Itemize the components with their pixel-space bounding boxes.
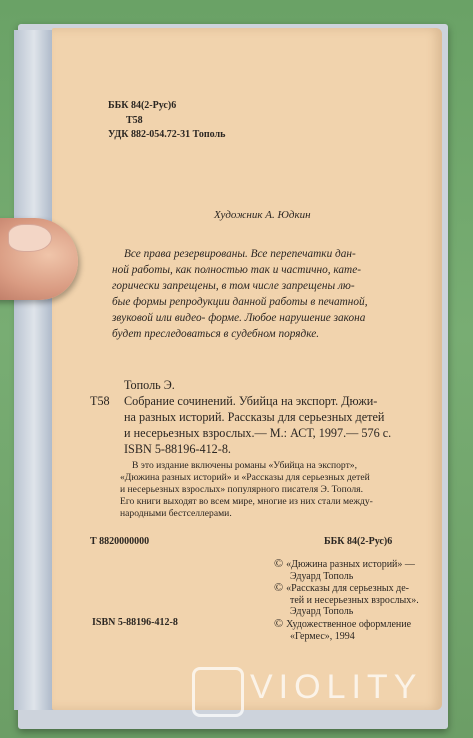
watermark-text: VIOLITY (250, 668, 423, 706)
t-code: Т 8820000000 (90, 536, 150, 547)
copyright-icon: © (274, 615, 284, 630)
description-line: и несерьезных взрослых» популярного писателя Э. Тополя. (120, 484, 363, 495)
watermark-logo-icon (192, 667, 244, 717)
description-line: «Дюжина разных историй» и «Рассказы для серьезных детей (120, 472, 370, 483)
catalog-mark: Т58 (90, 394, 110, 408)
catalog-line: и несерьезных взрослых.— М.: АСТ, 1997.— 576 с. (124, 426, 392, 440)
udk-code: УДК 882-054.72-31 Тополь (108, 129, 226, 140)
rights-line: ной работы, как полностью так и частично, кате- (112, 264, 361, 276)
thumbnail (8, 224, 52, 252)
copyright-text: Эдуард Тополь (290, 570, 354, 582)
rights-line: Все права резервированы. Все перепечатки дан- (124, 248, 356, 260)
author-name: Тополь Э. (124, 378, 175, 392)
isbn: ISBN 5-88196-412-8 (92, 617, 178, 628)
book-spine (14, 30, 54, 710)
copyright-text: Эдуард Тополь (290, 606, 354, 618)
bbk-code: ББК 84(2-Рус)6 (108, 100, 177, 111)
rights-line: будет преследоваться в судебном порядке. (112, 328, 320, 340)
copyright-icon: © (274, 580, 284, 595)
copyright-block (274, 558, 419, 642)
catalog-isbn: ISBN 5-88196-412-8. (124, 442, 231, 456)
catalog-line: на разных историй. Рассказы для серьезных детей (124, 410, 385, 424)
copyright-text: «Рассказы для серьезных де- (286, 583, 409, 595)
bbk-bottom: ББК 84(2-Рус)6 (324, 536, 393, 547)
book-page (52, 28, 442, 710)
copyright-text: «Гермес», 1994 (290, 630, 355, 642)
description-line: Его книги выходят во всем мире, многие из них стали между- (120, 496, 373, 507)
description-line: народными бестселлерами. (120, 508, 232, 519)
artist-credit: Художник А. Юдкин (214, 209, 311, 221)
rights-line: горически запрещены, в том числе запрещены лю- (112, 280, 355, 292)
copyright-icon: © (274, 556, 284, 570)
rights-line: звуковой или видео- форме. Любое нарушение закона (112, 312, 366, 324)
copyright-text: Художественное оформление (286, 618, 412, 630)
catalog-line: Собрание сочинений. Убийца на экспорт. Дюжи- (124, 394, 378, 408)
catalog-code: Т58 (126, 115, 143, 126)
rights-line: бые формы репродукции данной работы в печатной, (112, 296, 368, 308)
description-line: В это издание включены романы «Убийца на экспорт», (132, 460, 357, 471)
copyright-text: тей и несерьезных взрослых». (290, 594, 419, 606)
copyright-text: «Дюжина разных историй» — (286, 559, 415, 570)
